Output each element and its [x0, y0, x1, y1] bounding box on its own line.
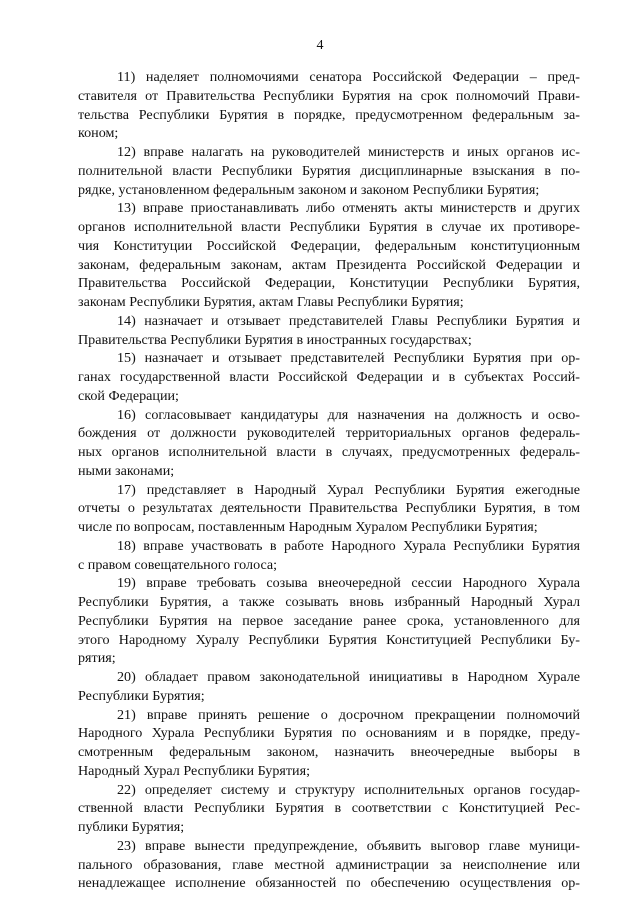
text-line: Народного Хурала Республики Бурятия по основаниям и в порядке, преду-: [78, 725, 580, 742]
text-line: 13) вправе приостанавливать либо отменять акты министерств и других: [117, 200, 580, 217]
list-item: [78, 349, 580, 405]
text-line: смотренным федеральным законом, назначить внеочередные выборы в: [78, 744, 580, 760]
text-line: 12) вправе налагать на руководителей министерств и иных органов ис-: [117, 144, 580, 160]
list-item: [78, 481, 580, 537]
document-body: [78, 68, 580, 893]
text-line: Народный Хурал Республики Бурятия;: [78, 762, 310, 779]
text-line: бождения от должности руководителей территориальных органов федераль-: [78, 425, 580, 442]
text-line: 20) обладает правом законодательной инициативы в Народном Хурале: [117, 669, 580, 685]
text-line: 14) назначает и отзывает представителей Главы Республики Бурятия и: [117, 312, 580, 329]
text-line: ставителя от Правительства Республики Бурятия на срок полномочий Прави-: [78, 87, 580, 104]
list-item: [78, 781, 580, 837]
text-line: тельства Республики Бурятия в порядке, предусмотренном федеральным за-: [78, 106, 580, 123]
text-line: Республики Бурятия на первое заседание ранее срока, установленного для: [78, 612, 580, 629]
list-item: [78, 143, 580, 199]
text-line: с правом совещательного голоса;: [78, 556, 278, 573]
list-item: [78, 312, 580, 350]
text-line: 17) представляет в Народный Хурал Республики Бурятия ежегодные: [117, 481, 580, 498]
text-line: ных органов исполнительной власти в случаях, предусмотренных федераль-: [78, 444, 580, 460]
text-line: 23) вправе вынести предупреждение, объявить выговор главе муници-: [117, 837, 580, 854]
text-line: рятия;: [78, 650, 116, 667]
list-item: [78, 406, 580, 481]
text-line: ственной власти Республики Бурятия в соответствии с Конституцией Рес-: [78, 800, 580, 817]
text-line: ными законами;: [78, 462, 175, 479]
text-line: 19) вправе требовать созыва внеочередной сессии Народного Хурала: [117, 575, 580, 592]
text-line: публики Бурятия;: [78, 819, 185, 835]
text-line: 22) определяет систему и структуру исполнительных органов государ-: [117, 781, 580, 798]
text-line: полнительной власти Республики Бурятия дисциплинарные взыскания в по-: [78, 162, 580, 179]
text-line: отчеты о результатах деятельности Правительства Республики Бурятия, в том: [78, 500, 580, 517]
text-line: Правительства Республики Бурятия в иностранных государствах;: [78, 331, 472, 348]
text-line: ской Федерации;: [78, 387, 179, 404]
text-line: коном;: [78, 125, 119, 142]
text-line: 21) вправе принять решение о досрочном прекращении полномочий: [117, 706, 580, 723]
list-item: [78, 668, 580, 706]
text-line: Республики Бурятия, а также созывать вновь избранный Народный Хурал: [78, 594, 580, 610]
text-line: 15) назначает и отзывает представителей Республики Бурятия при ор-: [117, 350, 580, 367]
text-line: ганах государственной власти Российской Федерации и в субъектах Россий-: [78, 369, 580, 385]
text-line: 18) вправе участвовать в работе Народного Хурала Республики Бурятия: [117, 537, 580, 554]
text-line: 11) наделяет полномочиями сенатора Российской Федерации – пред-: [117, 69, 580, 85]
text-line: органов исполнительной власти Республики Бурятия в случае их противоре-: [78, 219, 580, 235]
list-item: [78, 68, 580, 143]
list-item: [78, 537, 580, 575]
text-line: ненадлежащее исполнение обязанностей по обеспечению осуществления ор-: [78, 875, 580, 892]
text-line: рядке, установленном федеральным законом и законом Республики Бурятия;: [78, 181, 540, 198]
page-number: 4: [316, 38, 324, 53]
text-line: Республики Бурятия;: [78, 687, 205, 704]
text-line: чия Конституции Российской Федерации, федеральным конституционным: [78, 237, 580, 254]
list-item: [78, 199, 580, 312]
text-line: 16) согласовывает кандидатуры для назначения на должность и осво-: [117, 406, 580, 423]
list-item: [78, 574, 580, 668]
list-item: [78, 837, 580, 893]
text-line: Правительства Российской Федерации, Конституции Республики Бурятия,: [78, 275, 580, 292]
text-line: этого Народному Хуралу Республики Бурятия Конституцией Республики Бу-: [78, 631, 580, 648]
text-line: пального образования, главе местной администрации за неисполнение или: [78, 856, 580, 873]
text-line: законам Республики Бурятия, актам Главы Республики Бурятия;: [78, 294, 464, 310]
list-item: [78, 706, 580, 781]
text-line: законам, федеральным законам, актам Президента Российской Федерации и: [78, 256, 580, 273]
text-line: числе по вопросам, поставленным Народным Хуралом Республики Бурятия;: [78, 519, 538, 535]
